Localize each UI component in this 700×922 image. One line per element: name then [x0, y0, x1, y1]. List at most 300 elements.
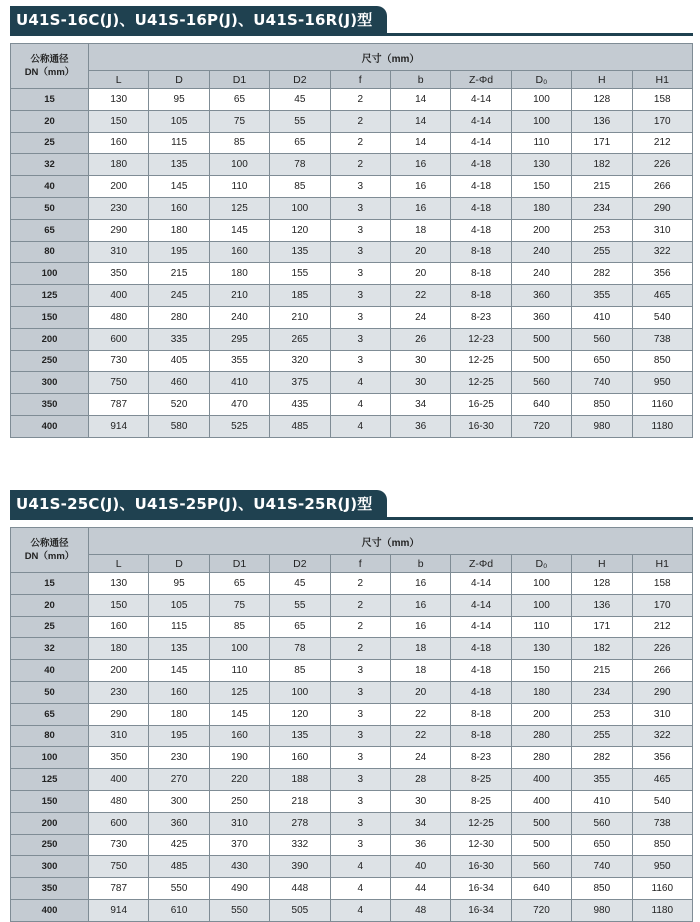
table-row [11, 638, 693, 660]
table-cell: 240 [209, 306, 269, 328]
dn-cell: 80 [11, 241, 89, 263]
table-cell: 85 [270, 176, 330, 198]
table-cell: 295 [209, 328, 269, 350]
table-cell: 110 [209, 176, 269, 198]
table-cell: 560 [511, 372, 571, 394]
table-cell: 787 [89, 394, 149, 416]
dn-cell: 400 [11, 415, 89, 437]
table-cell: 215 [572, 660, 632, 682]
table-cell: 1160 [632, 394, 692, 416]
table-cell: 185 [270, 285, 330, 307]
table-cell: 180 [89, 638, 149, 660]
table-cell: 215 [149, 263, 209, 285]
column-header: Z-Φd [451, 71, 511, 89]
table-cell: 335 [149, 328, 209, 350]
column-header: H [572, 71, 632, 89]
table-cell: 14 [390, 110, 450, 132]
table-cell: 266 [632, 660, 692, 682]
table-cell: 355 [572, 769, 632, 791]
table-cell: 4-14 [451, 573, 511, 595]
table-row [11, 285, 693, 307]
table-cell: 150 [511, 176, 571, 198]
table-cell: 180 [149, 219, 209, 241]
table-row [11, 154, 693, 176]
table-cell: 24 [390, 306, 450, 328]
column-header: L [89, 555, 149, 573]
table-row [11, 372, 693, 394]
table-cell: 180 [89, 154, 149, 176]
table-row [11, 89, 693, 111]
table-cell: 34 [390, 812, 450, 834]
table-cell: 280 [511, 725, 571, 747]
table-cell: 130 [89, 89, 149, 111]
table-cell: 100 [209, 638, 269, 660]
table-cell: 405 [149, 350, 209, 372]
table-cell: 95 [149, 89, 209, 111]
table-row [11, 834, 693, 856]
table-cell: 290 [89, 219, 149, 241]
dn-cell: 150 [11, 306, 89, 328]
table-cell: 150 [89, 594, 149, 616]
table-cell: 500 [511, 834, 571, 856]
column-header: D [149, 555, 209, 573]
table-cell: 300 [149, 790, 209, 812]
table-cell: 110 [511, 616, 571, 638]
table-cell: 580 [149, 415, 209, 437]
table-cell: 540 [632, 790, 692, 812]
table-cell: 135 [149, 154, 209, 176]
dn-header-line2: DN（mm） [24, 551, 75, 562]
dn-cell: 20 [11, 594, 89, 616]
table-cell: 12-25 [451, 350, 511, 372]
table-cell: 490 [209, 878, 269, 900]
table-cell: 16-25 [451, 394, 511, 416]
table-cell: 215 [572, 176, 632, 198]
table-cell: 158 [632, 89, 692, 111]
table-cell: 410 [209, 372, 269, 394]
table-cell: 255 [572, 725, 632, 747]
table-cell: 2 [330, 110, 390, 132]
table-cell: 400 [89, 285, 149, 307]
table-cell: 8-25 [451, 790, 511, 812]
table-cell: 158 [632, 573, 692, 595]
table-cell: 4 [330, 394, 390, 416]
table-cell: 3 [330, 328, 390, 350]
table-cell: 240 [511, 263, 571, 285]
dn-cell: 32 [11, 638, 89, 660]
table-cell: 4-14 [451, 132, 511, 154]
table-cell: 2 [330, 638, 390, 660]
table-cell: 234 [572, 197, 632, 219]
table-cell: 640 [511, 878, 571, 900]
table-cell: 26 [390, 328, 450, 350]
table-cell: 360 [511, 285, 571, 307]
table-cell: 750 [89, 372, 149, 394]
column-header: L [89, 71, 149, 89]
table-cell: 160 [89, 616, 149, 638]
table-cell: 100 [511, 110, 571, 132]
table-cell: 30 [390, 350, 450, 372]
table-cell: 8-18 [451, 703, 511, 725]
table-cell: 100 [270, 197, 330, 219]
table-cell: 4 [330, 372, 390, 394]
dn-cell: 20 [11, 110, 89, 132]
dn-header [11, 44, 89, 89]
table-cell: 4-14 [451, 110, 511, 132]
table-cell: 120 [270, 219, 330, 241]
table-cell: 8-25 [451, 769, 511, 791]
table-cell: 370 [209, 834, 269, 856]
column-header: D₀ [511, 555, 571, 573]
table-cell: 12-30 [451, 834, 511, 856]
table-cell: 410 [572, 790, 632, 812]
table-cell: 310 [632, 219, 692, 241]
table-cell: 4 [330, 415, 390, 437]
column-header: D1 [209, 71, 269, 89]
table-row [11, 176, 693, 198]
table-cell: 8-18 [451, 285, 511, 307]
table-row [11, 769, 693, 791]
table-row [11, 197, 693, 219]
table-cell: 14 [390, 132, 450, 154]
table-cell: 3 [330, 725, 390, 747]
column-header: H [572, 555, 632, 573]
table-row [11, 812, 693, 834]
table-cell: 16 [390, 594, 450, 616]
table-cell: 171 [572, 616, 632, 638]
table-cell: 44 [390, 878, 450, 900]
table-cell: 322 [632, 725, 692, 747]
table-row [11, 703, 693, 725]
table-cell: 4 [330, 899, 390, 921]
table-cell: 8-18 [451, 241, 511, 263]
table-cell: 4-14 [451, 594, 511, 616]
table-cell: 3 [330, 747, 390, 769]
table-cell: 740 [572, 856, 632, 878]
table-cell: 24 [390, 747, 450, 769]
table-cell: 500 [511, 812, 571, 834]
table-row [11, 725, 693, 747]
table-cell: 2 [330, 616, 390, 638]
table-cell: 171 [572, 132, 632, 154]
table-cell: 105 [149, 110, 209, 132]
table-block-16 [10, 6, 693, 438]
table-cell: 212 [632, 616, 692, 638]
table-cell: 48 [390, 899, 450, 921]
table-cell: 250 [209, 790, 269, 812]
table-cell: 16 [390, 154, 450, 176]
table-cell: 182 [572, 154, 632, 176]
table-cell: 3 [330, 834, 390, 856]
table-cell: 22 [390, 703, 450, 725]
dn-cell: 350 [11, 394, 89, 416]
table-cell: 18 [390, 219, 450, 241]
table-cell: 30 [390, 790, 450, 812]
table-cell: 787 [89, 878, 149, 900]
table-row [11, 616, 693, 638]
table-cell: 145 [149, 176, 209, 198]
table-cell: 95 [149, 573, 209, 595]
table-cell: 136 [572, 110, 632, 132]
table-body [11, 573, 693, 922]
table-cell: 390 [270, 856, 330, 878]
table-cell: 470 [209, 394, 269, 416]
table-cell: 640 [511, 394, 571, 416]
table-cell: 100 [511, 573, 571, 595]
table-row [11, 263, 693, 285]
table-cell: 610 [149, 899, 209, 921]
table-cell: 980 [572, 899, 632, 921]
table-row [11, 328, 693, 350]
table-cell: 220 [209, 769, 269, 791]
table-cell: 160 [209, 725, 269, 747]
table-cell: 505 [270, 899, 330, 921]
table-cell: 410 [572, 306, 632, 328]
table-cell: 78 [270, 638, 330, 660]
table-body [11, 89, 693, 438]
table-cell: 85 [270, 660, 330, 682]
table-cell: 270 [149, 769, 209, 791]
table-cell: 180 [511, 681, 571, 703]
table-row [11, 241, 693, 263]
table-cell: 200 [89, 660, 149, 682]
table-cell: 3 [330, 263, 390, 285]
table-cell: 85 [209, 616, 269, 638]
table-row [11, 899, 693, 921]
table-cell: 200 [511, 703, 571, 725]
table-cell: 1180 [632, 415, 692, 437]
table-cell: 4-14 [451, 89, 511, 111]
table-cell: 200 [89, 176, 149, 198]
table-cell: 600 [89, 812, 149, 834]
table-cell: 180 [149, 703, 209, 725]
table-cell: 34 [390, 394, 450, 416]
dn-header [11, 528, 89, 573]
table-cell: 3 [330, 241, 390, 263]
table-row [11, 747, 693, 769]
dn-cell: 300 [11, 856, 89, 878]
table-cell: 4 [330, 856, 390, 878]
table-cell: 500 [511, 328, 571, 350]
table-cell: 100 [511, 89, 571, 111]
table-cell: 150 [511, 660, 571, 682]
table-cell: 290 [632, 681, 692, 703]
table-cell: 8-23 [451, 306, 511, 328]
table-cell: 360 [149, 812, 209, 834]
table-cell: 65 [270, 616, 330, 638]
dn-cell: 15 [11, 89, 89, 111]
table-cell: 738 [632, 328, 692, 350]
table-cell: 3 [330, 306, 390, 328]
column-header: D [149, 71, 209, 89]
table-cell: 738 [632, 812, 692, 834]
table-cell: 1180 [632, 899, 692, 921]
table-cell: 230 [89, 197, 149, 219]
table-cell: 480 [89, 306, 149, 328]
table-cell: 253 [572, 703, 632, 725]
table-cell: 160 [89, 132, 149, 154]
table-cell: 720 [511, 899, 571, 921]
dn-cell: 100 [11, 263, 89, 285]
table-cell: 136 [572, 594, 632, 616]
table-cell: 430 [209, 856, 269, 878]
table-cell: 282 [572, 747, 632, 769]
table-cell: 12-25 [451, 372, 511, 394]
table-cell: 40 [390, 856, 450, 878]
table-row [11, 681, 693, 703]
table-cell: 4-18 [451, 197, 511, 219]
table-cell: 320 [270, 350, 330, 372]
table-row [11, 856, 693, 878]
table-cell: 22 [390, 725, 450, 747]
column-header: D2 [270, 71, 330, 89]
table-row [11, 660, 693, 682]
table-cell: 8-23 [451, 747, 511, 769]
column-header: f [330, 71, 390, 89]
table-cell: 210 [209, 285, 269, 307]
table-cell: 375 [270, 372, 330, 394]
table-cell: 540 [632, 306, 692, 328]
table-cell: 120 [270, 703, 330, 725]
table-cell: 310 [632, 703, 692, 725]
table-cell: 180 [511, 197, 571, 219]
table-cell: 3 [330, 176, 390, 198]
table-cell: 3 [330, 790, 390, 812]
table-cell: 12-25 [451, 812, 511, 834]
table-cell: 18 [390, 638, 450, 660]
table-cell: 150 [89, 110, 149, 132]
table-row [11, 790, 693, 812]
table-cell: 160 [209, 241, 269, 263]
table-cell: 125 [209, 681, 269, 703]
table-cell: 3 [330, 703, 390, 725]
dn-cell: 125 [11, 285, 89, 307]
table-cell: 550 [149, 878, 209, 900]
table-cell: 234 [572, 681, 632, 703]
table-cell: 230 [89, 681, 149, 703]
column-header: b [390, 555, 450, 573]
table-cell: 65 [270, 132, 330, 154]
dn-cell: 350 [11, 878, 89, 900]
table-cell: 16-34 [451, 899, 511, 921]
table-cell: 950 [632, 856, 692, 878]
table-cell: 400 [511, 769, 571, 791]
table-cell: 8-18 [451, 725, 511, 747]
table-cell: 2 [330, 132, 390, 154]
table-cell: 190 [209, 747, 269, 769]
table-cell: 4-18 [451, 638, 511, 660]
dn-cell: 40 [11, 176, 89, 198]
table-cell: 160 [149, 197, 209, 219]
dn-cell: 25 [11, 616, 89, 638]
table-cell: 310 [89, 241, 149, 263]
table-cell: 20 [390, 241, 450, 263]
table-cell: 30 [390, 372, 450, 394]
table-cell: 4-18 [451, 660, 511, 682]
dn-cell: 32 [11, 154, 89, 176]
column-header: H1 [632, 71, 692, 89]
dn-cell: 50 [11, 197, 89, 219]
table-cell: 4-18 [451, 154, 511, 176]
table-cell: 218 [270, 790, 330, 812]
table-cell: 560 [511, 856, 571, 878]
column-header: D₀ [511, 71, 571, 89]
column-header: D2 [270, 555, 330, 573]
dn-cell: 65 [11, 219, 89, 241]
table-cell: 240 [511, 241, 571, 263]
table-cell: 850 [632, 350, 692, 372]
table-cell: 105 [149, 594, 209, 616]
column-header: D1 [209, 555, 269, 573]
table-cell: 36 [390, 834, 450, 856]
table-cell: 226 [632, 154, 692, 176]
table-cell: 125 [209, 197, 269, 219]
table-row [11, 573, 693, 595]
column-header-row [11, 71, 693, 89]
table-cell: 130 [511, 638, 571, 660]
table-cell: 188 [270, 769, 330, 791]
table-cell: 180 [209, 263, 269, 285]
table-cell: 75 [209, 594, 269, 616]
dn-cell: 15 [11, 573, 89, 595]
dimension-header: 尺寸（mm） [89, 528, 693, 555]
table-cell: 3 [330, 660, 390, 682]
table-cell: 100 [270, 681, 330, 703]
table-cell: 3 [330, 769, 390, 791]
table-cell: 500 [511, 350, 571, 372]
table-cell: 560 [572, 328, 632, 350]
table-cell: 266 [632, 176, 692, 198]
table-cell: 460 [149, 372, 209, 394]
table-cell: 45 [270, 89, 330, 111]
table-cell: 278 [270, 812, 330, 834]
table-cell: 350 [89, 747, 149, 769]
table-cell: 85 [209, 132, 269, 154]
table-cell: 210 [270, 306, 330, 328]
table-cell: 650 [572, 834, 632, 856]
column-header: b [390, 71, 450, 89]
table-cell: 65 [209, 89, 269, 111]
table-cell: 212 [632, 132, 692, 154]
table-cell: 310 [209, 812, 269, 834]
table-cell: 740 [572, 372, 632, 394]
dn-cell: 80 [11, 725, 89, 747]
table-cell: 128 [572, 573, 632, 595]
table-cell: 280 [511, 747, 571, 769]
dn-header-line1: 公称通径 [30, 538, 69, 549]
dn-cell: 200 [11, 812, 89, 834]
table-cell: 290 [89, 703, 149, 725]
table-cell: 115 [149, 132, 209, 154]
table-cell: 2 [330, 573, 390, 595]
table-row [11, 110, 693, 132]
table-cell: 720 [511, 415, 571, 437]
table-cell: 2 [330, 154, 390, 176]
table-block-25 [10, 490, 693, 922]
table-cell: 16-30 [451, 415, 511, 437]
table-cell: 485 [270, 415, 330, 437]
table-cell: 435 [270, 394, 330, 416]
table-cell: 170 [632, 110, 692, 132]
table-cell: 400 [89, 769, 149, 791]
dn-cell: 250 [11, 350, 89, 372]
table-cell: 4-18 [451, 219, 511, 241]
table-row [11, 415, 693, 437]
table-cell: 3 [330, 350, 390, 372]
dn-cell: 25 [11, 132, 89, 154]
table-cell: 128 [572, 89, 632, 111]
table-cell: 3 [330, 681, 390, 703]
